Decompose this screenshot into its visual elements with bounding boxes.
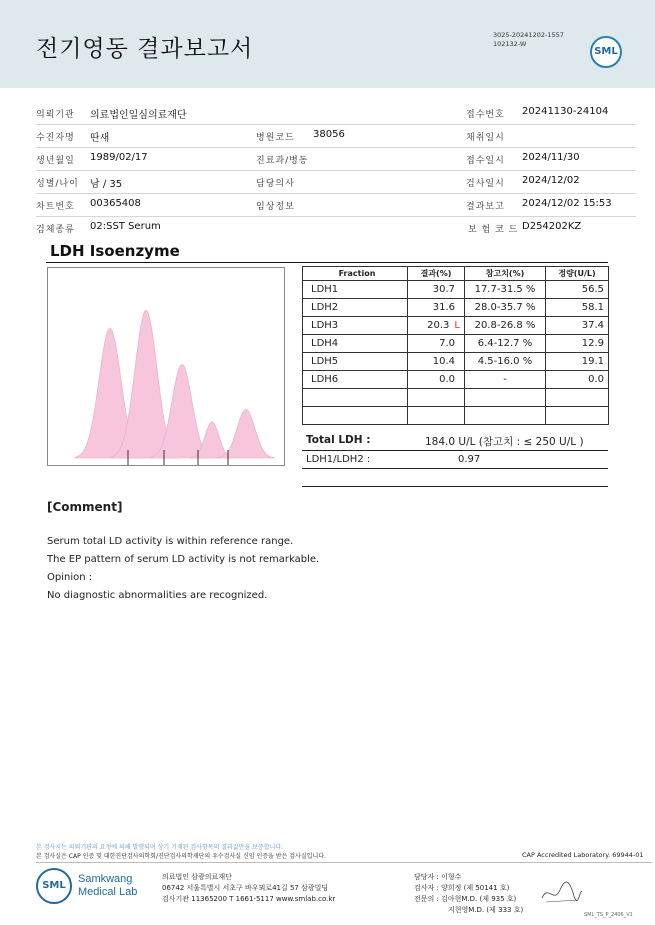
fraction-cell: LDH1 [303,281,408,299]
header-quant: 정량(U/L) [546,267,609,281]
sex-age-label: 성별/나이 [36,179,79,189]
result-value: 7.0 [439,338,455,349]
footer-divider [36,862,652,863]
info-row-1 [36,102,636,125]
total-ldh-value: 184.0 U/L (참고치 : ≤ 250 U/L ) [425,436,584,448]
fraction-cell: LDH4 [303,335,408,353]
staff-specialist-2: 지현영M.D. (제 333 호) [448,906,524,914]
ratio-divider-top [302,468,608,469]
result-flag-low: L [454,320,460,331]
comment-line: No diagnostic abnormalities are recognized. [47,590,268,601]
reference-cell: 20.8-26.8 % [465,317,546,335]
brand-name-2: Medical Lab [78,886,138,898]
info-row-2 [36,125,636,148]
quant-cell: 19.1 [546,353,609,371]
footer-logo-text: SML [42,880,66,891]
specimen-value: 02:SST Serum [90,221,161,232]
staff-tester: 검사자 : 양희정 (제 50141 호) [414,884,510,892]
institution-value: 의료법인일심의료재단 [90,110,187,121]
info-row-6 [36,217,636,239]
patient-value: 딴새 [90,133,110,144]
sex-age-value: 남 / 35 [90,179,123,190]
test-date-value: 2024/12/02 [522,175,580,186]
patient-label: 수진자명 [36,133,75,143]
comment-title: [Comment] [47,500,123,514]
fraction-cell: LDH2 [303,299,408,317]
section-divider [46,262,608,263]
test-date-label: 검사일시 [466,179,505,189]
total-ldh-label: Total LDH : [306,434,371,446]
ratio-divider-bottom [302,486,608,487]
sml-logo [590,36,622,68]
table-row [303,317,609,335]
document-code-1: 3025-20241202-1557 [493,31,564,39]
comment-line: Serum total LD activity is within reference range. [47,536,294,547]
result-value: 20.3 [427,320,450,331]
result-cell [408,281,465,299]
electropherogram-svg [48,268,284,465]
institution-label: 의뢰기관 [36,110,75,120]
header-reference: 참고치(%) [465,267,546,281]
reference-cell: 17.7-31.5 % [465,281,546,299]
result-cell [408,317,465,335]
fraction-cell: LDH6 [303,371,408,389]
brand-name-1: Samkwang [78,873,133,885]
document-code [493,31,564,49]
result-cell [408,353,465,371]
receipt-date-label: 접수일시 [466,156,505,166]
samkwang-logo [36,868,72,904]
result-value: 0.0 [439,374,455,385]
table-empty-row [303,407,609,425]
comment-line: The EP pattern of serum LD activity is not remarkable. [47,554,320,565]
receipt-date-value: 2024/11/30 [522,152,580,163]
quant-cell: 58.1 [546,299,609,317]
hospital-code-label: 병원코드 [256,133,295,143]
insurance-value: D254202KZ [522,221,582,232]
document-code-2: 102132-W [493,40,527,48]
receipt-no-value: 20241130-24104 [522,106,609,117]
result-cell [408,335,465,353]
dept-label: 진료과/병동 [256,156,309,166]
result-value: 31.6 [432,302,455,313]
quant-cell: 56.5 [546,281,609,299]
table-row [303,335,609,353]
comment-line: Opinion : [47,572,93,583]
report-label: 결과보고 [466,202,505,212]
signature [540,878,584,908]
footer-address: 06742 서울특별시 서초구 바우뫼로41길 57 삼광빌딩 [162,884,329,892]
result-cell [408,299,465,317]
section-title: LDH Isoenzyme [50,242,180,260]
header-result: 결과(%) [408,267,465,281]
quant-cell: 37.4 [546,317,609,335]
logo-text: SML [594,46,618,57]
chart-no-value: 00365408 [90,198,141,209]
header-fraction: Fraction [303,267,408,281]
result-value: 10.4 [432,356,455,367]
table-header-row [303,267,609,281]
clinical-label: 임상정보 [256,202,295,212]
footer-note-1: 본 검사지는 의뢰기관의 요청에 의해 발행되며 상기 기재된 검사항목의 결과값만을 보증합니다. [36,844,284,851]
reference-cell: 6.4-12.7 % [465,335,546,353]
table-row [303,371,609,389]
result-value: 30.7 [432,284,455,295]
birth-label: 생년월일 [36,156,75,166]
peak-ldh5 [217,409,275,458]
report-title: 전기영동 결과보고서 [36,36,254,62]
chart-no-label: 차트번호 [36,202,75,212]
collect-date-label: 채취일시 [466,133,505,143]
total-divider [302,450,608,451]
doctor-label: 담당의사 [256,179,295,189]
form-code: SML_TS_P_2406_V1 [584,912,633,918]
electropherogram [47,267,285,466]
table-row [303,299,609,317]
ratio-label: LDH1/LDH2 : [306,454,371,465]
staff-specialist-1: 전문의 : 김아현M.D. (제 935 호) [414,895,517,903]
table-row [303,281,609,299]
birth-value: 1989/02/17 [90,152,148,163]
fraction-cell: LDH5 [303,353,408,371]
insurance-label: 보 험 코 드 [468,225,519,235]
footer-org: 의료법인 삼광의료재단 [162,873,232,881]
hospital-code-value: 38056 [313,129,345,140]
footer-note-2: 본 검사실은 CAP 인증 및 대한진단검사의학회/진단검사의학재단의 우수검사실 신임 인증을 받은 검사실입니다. [36,853,326,860]
info-row-3 [36,148,636,171]
reference-cell: 4.5-16.0 % [465,353,546,371]
footer-contact: 검사기관 11365200 T 1661-5117 www.smlab.co.kr [162,895,336,903]
fraction-cell: LDH3 [303,317,408,335]
report-value: 2024/12/02 15:53 [522,198,612,209]
result-cell [408,371,465,389]
quant-cell: 12.9 [546,335,609,353]
ratio-value: 0.97 [458,454,481,465]
staff-manager: 담당자 : 이형수 [414,873,462,881]
quant-cell: 0.0 [546,371,609,389]
specimen-label: 검체종류 [36,225,75,235]
info-row-5 [36,194,636,217]
results-table [302,266,609,425]
table-row [303,353,609,371]
reference-cell: 28.0-35.7 % [465,299,546,317]
cap-accreditation: CAP Accredited Laboratory. 69944-01 [522,851,644,859]
reference-cell: - [465,371,546,389]
receipt-no-label: 접수번호 [466,110,505,120]
table-empty-row [303,389,609,407]
report-header [0,0,655,88]
info-row-4 [36,171,636,194]
